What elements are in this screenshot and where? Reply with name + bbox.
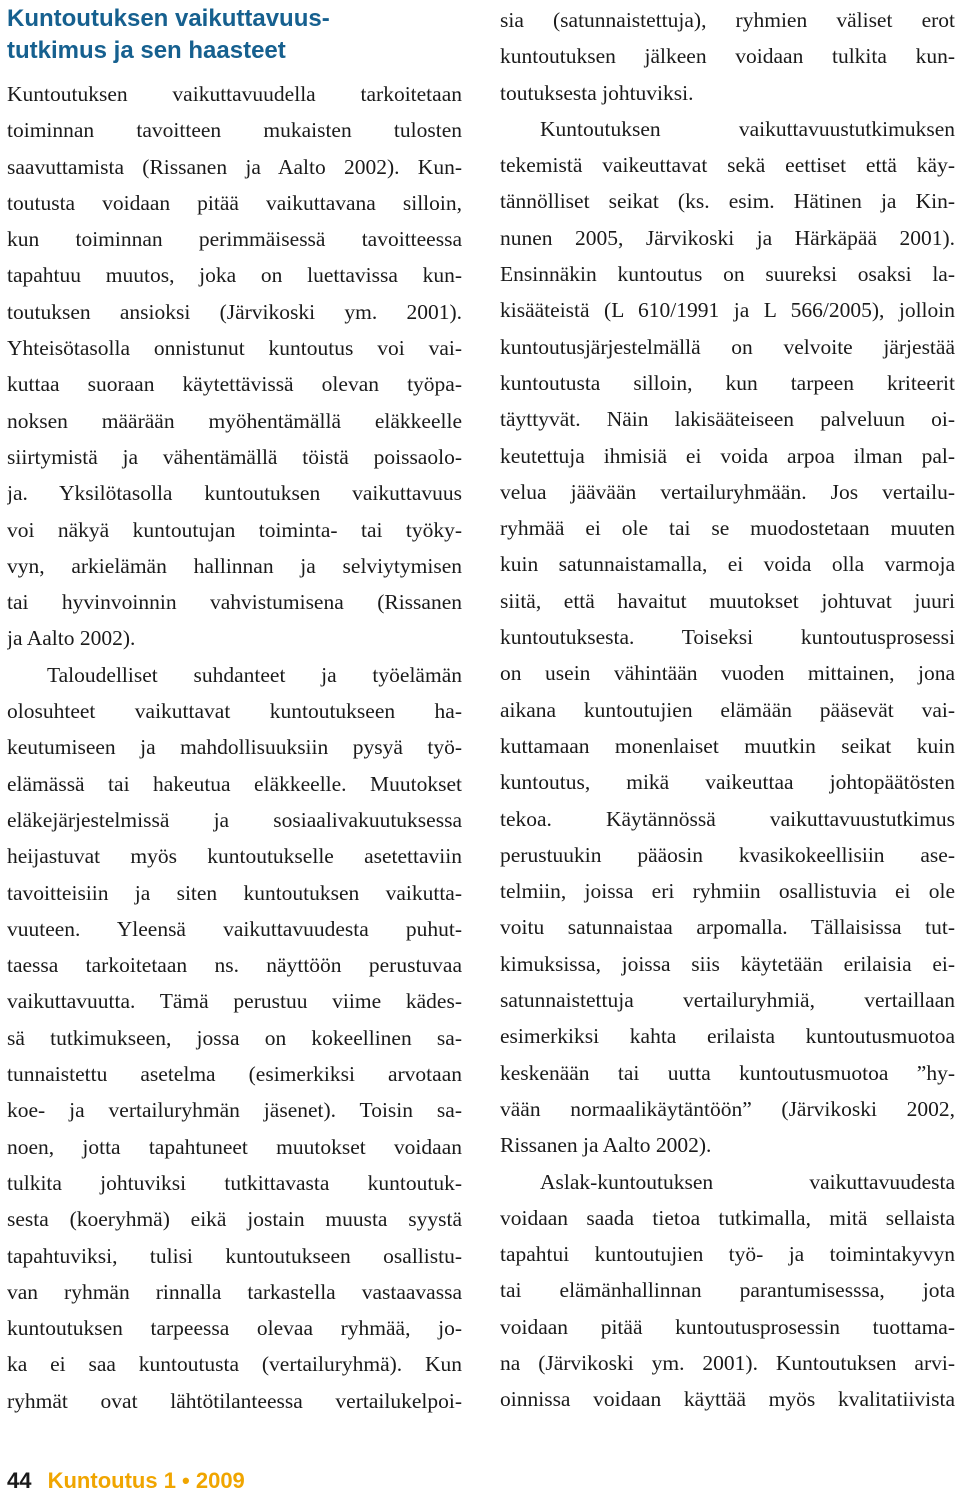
text-line: siirtymistä ja vähentämällä töistä poissaolo- xyxy=(7,444,462,469)
text-line: Ensinnäkin kuntoutus on suureksi osaksi la- xyxy=(500,262,955,287)
text-line: olosuhteet vaikuttavat kuntoutukseen ha- xyxy=(7,699,462,724)
text-line: voidaan pitää kuntoutusprosessin tuottama- xyxy=(500,1314,955,1339)
text-line: keutumiseen ja mahdollisuuksiin pysyä työ- xyxy=(7,735,462,760)
text-line: voitu satunnaistaa arpomalla. Tällaisissa tut- xyxy=(500,915,955,940)
text-line: nunen 2005, Järvikoski ja Härkäpää 2001). xyxy=(500,225,955,250)
publication-label: Kuntoutus 1 • 2009 xyxy=(47,1468,245,1493)
text-line: siitä, että havaitut muutokset johtuvat juuri xyxy=(500,588,955,613)
text-line: kuntoutus, mikä vaikeuttaa johtopäätösten xyxy=(500,770,955,795)
text-line: kuntoutusjärjestelmällä on velvoite järjestää xyxy=(500,334,955,359)
text-line: toutuksen ansioksi (Järvikoski ym. 2001). xyxy=(7,299,462,324)
text-line: tekoa. Käytännössä vaikuttavuustutkimus xyxy=(500,806,955,831)
text-line: aikana kuntoutujien elämään pääsevät vai- xyxy=(500,697,955,722)
text-line: taessa tarkoitetaan ns. näyttöön perustuvaa xyxy=(7,953,462,978)
text-line: Yhteisötasolla onnistunut kuntoutus voi vai- xyxy=(7,336,462,361)
text-line: vuuteen. Yleensä vaikuttavuudesta puhut- xyxy=(7,916,462,941)
text-line: sia (satunnaistettuja), ryhmien väliset erot xyxy=(500,8,955,32)
text-line: esimerkiksi kahta erilaista kuntoutusmuotoa xyxy=(500,1024,955,1049)
text-line: oinnissa voidaan käyttää myös kvalitatiivista xyxy=(500,1387,955,1412)
text-line: tulkita johtuviksi tutkittavasta kuntoutuk- xyxy=(7,1170,462,1195)
text-line: koe- ja vertailuryhmän jäsenet). Toisin sa- xyxy=(7,1098,462,1123)
page-number: 44 xyxy=(7,1468,32,1493)
text-line: tunnaistettu asetelma (esimerkiksi arvotaan xyxy=(7,1062,462,1087)
text-line: vyn, arkielämän hallinnan ja selviytymisen xyxy=(7,553,462,578)
text-line: ja. Yksilötasolla kuntoutuksen vaikuttavuus xyxy=(7,481,462,506)
text-line: Kuntoutuksen vaikuttavuudella tarkoitetaan xyxy=(7,82,462,106)
text-line: täyttyvät. Näin lakisääteiseen palveluun oi- xyxy=(500,407,955,432)
text-line: on usein vähintään vuoden mittainen, jona xyxy=(500,661,955,686)
text-line: keutettuja ihmisiä ei voida arpoa ilman pal- xyxy=(500,443,955,468)
text-line: tekemistä vaikeuttavat sekä eettiset että käy- xyxy=(500,153,955,178)
text-line: tännölliset seikat (ks. esim. Hätinen ja Kin- xyxy=(500,189,955,214)
text-line: vään normaalikäytäntöön” (Järvikoski 2002, xyxy=(500,1096,955,1121)
text-line: noen, jotta tapahtuneet muutokset voidaan xyxy=(7,1134,462,1159)
text-line: telmiin, joissa eri ryhmiin osallistuvia ei ole xyxy=(500,879,955,904)
text-line: voi näkyä kuntoutujan toiminta- tai työky- xyxy=(7,517,462,542)
text-line: satunnaistettuja vertailuryhmiä, vertaillaan xyxy=(500,988,955,1013)
text-line: tai hyvinvoinnin vahvistumisena (Rissanen xyxy=(7,590,462,615)
section-heading-line: tutkimus ja sen haasteet xyxy=(7,37,286,64)
page-footer xyxy=(7,1466,245,1496)
text-line: tapahtuviksi, tulisi kuntoutukseen osallistu- xyxy=(7,1243,462,1268)
text-line: noksen määrään myöhentämällä eläkkeelle xyxy=(7,408,462,433)
text-line: ka ei saa kuntoutusta (vertailuryhmä). Kun xyxy=(7,1352,462,1377)
section-heading xyxy=(7,3,462,67)
text-line: ryhmää ei ole tai se muodostetaan muuten xyxy=(500,516,955,541)
text-line: tavoitteisiin ja siten kuntoutuksen vaikutta- xyxy=(7,880,462,905)
text-line: vaikuttavuutta. Tämä perustuu viime kädes- xyxy=(7,989,462,1014)
text-line: sä tutkimukseen, jossa on kokeellinen sa- xyxy=(7,1025,462,1050)
text-line: tapahtui kuntoutujien työ- ja toimintakyvyn xyxy=(500,1242,955,1267)
text-line: kuntoutuksen jälkeen voidaan tulkita kun- xyxy=(500,44,955,69)
text-line: tapahtuu muutos, joka on luettavissa kun- xyxy=(7,263,462,288)
text-line: eläkejärjestelmissä ja sosiaalivakuutuksessa xyxy=(7,807,462,832)
text-line: kuin satunnaistamalla, ei voida olla varmoja xyxy=(500,552,955,577)
section-heading-line: Kuntoutuksen vaikuttavuus- xyxy=(7,5,330,32)
text-line: van ryhmän rinnalla tarkastella vastaavassa xyxy=(7,1279,462,1304)
text-line: na (Järvikoski ym. 2001). Kuntoutuksen arvi- xyxy=(500,1350,955,1375)
text-line: Aslak-kuntoutuksen vaikuttavuudesta xyxy=(540,1169,955,1194)
text-line: voidaan saada tietoa tutkimalla, mitä sellaista xyxy=(500,1205,955,1230)
text-line: kuntoutuksen tarpeessa olevaa ryhmää, jo- xyxy=(7,1316,462,1341)
text-line: Rissanen ja Aalto 2002). xyxy=(500,1133,712,1158)
text-line: saavuttamista (Rissanen ja Aalto 2002). Kun- xyxy=(7,154,462,179)
left-column xyxy=(7,0,462,1419)
text-line: tai elämänhallinnan parantumisesssa, jota xyxy=(500,1278,955,1303)
text-line: kisääteistä (L 610/1991 ja L 566/2005), jolloin xyxy=(500,298,955,323)
text-line: heijastuvat myös kuntoutukselle asetettaviin xyxy=(7,844,462,869)
text-line: ryhmät ovat lähtötilanteessa vertailukelpoi- xyxy=(7,1388,462,1413)
text-line: kun toiminnan perimmäisessä tavoitteessa xyxy=(7,227,462,252)
text-line: toutuksesta johtuviksi. xyxy=(500,80,694,105)
text-line: Kuntoutuksen vaikuttavuustutkimuksen xyxy=(540,116,955,141)
left-column-text xyxy=(7,76,462,1419)
text-line: kimuksissa, joissa siis käytetään erilaisia ei- xyxy=(500,951,955,976)
text-line: toutusta voidaan pitää vaikuttavana silloin, xyxy=(7,190,462,215)
text-line: kuttamaan monenlaiset muutkin seikat kuin xyxy=(500,733,955,758)
text-line: kuntoutuksesta. Toiseksi kuntoutusprosessi xyxy=(500,625,955,650)
text-line: ja Aalto 2002). xyxy=(7,626,136,651)
text-line: kuntoutusta silloin, kun tarpeen kriteerit xyxy=(500,370,955,395)
text-line: elämässä tai hakeutua eläkkeelle. Muutokset xyxy=(7,771,462,796)
text-line: perustuukin pääosin kvasikokeellisiin ase- xyxy=(500,842,955,867)
text-line: kuttaa suoraan käytettävissä olevan työpa- xyxy=(7,372,462,397)
text-line: keskenään tai uutta kuntoutusmuotoa ”hy- xyxy=(500,1060,955,1085)
text-line: Taloudelliset suhdanteet ja työelämän xyxy=(47,662,462,687)
text-line: toiminnan tavoitteen mukaisten tulosten xyxy=(7,118,462,143)
right-column xyxy=(500,0,955,1418)
text-line: sesta (koeryhmä) eikä jostain muusta syystä xyxy=(7,1207,462,1232)
text-line: velua jäävään vertailuryhmään. Jos vertailu- xyxy=(500,479,955,504)
right-column-text xyxy=(500,0,955,1418)
